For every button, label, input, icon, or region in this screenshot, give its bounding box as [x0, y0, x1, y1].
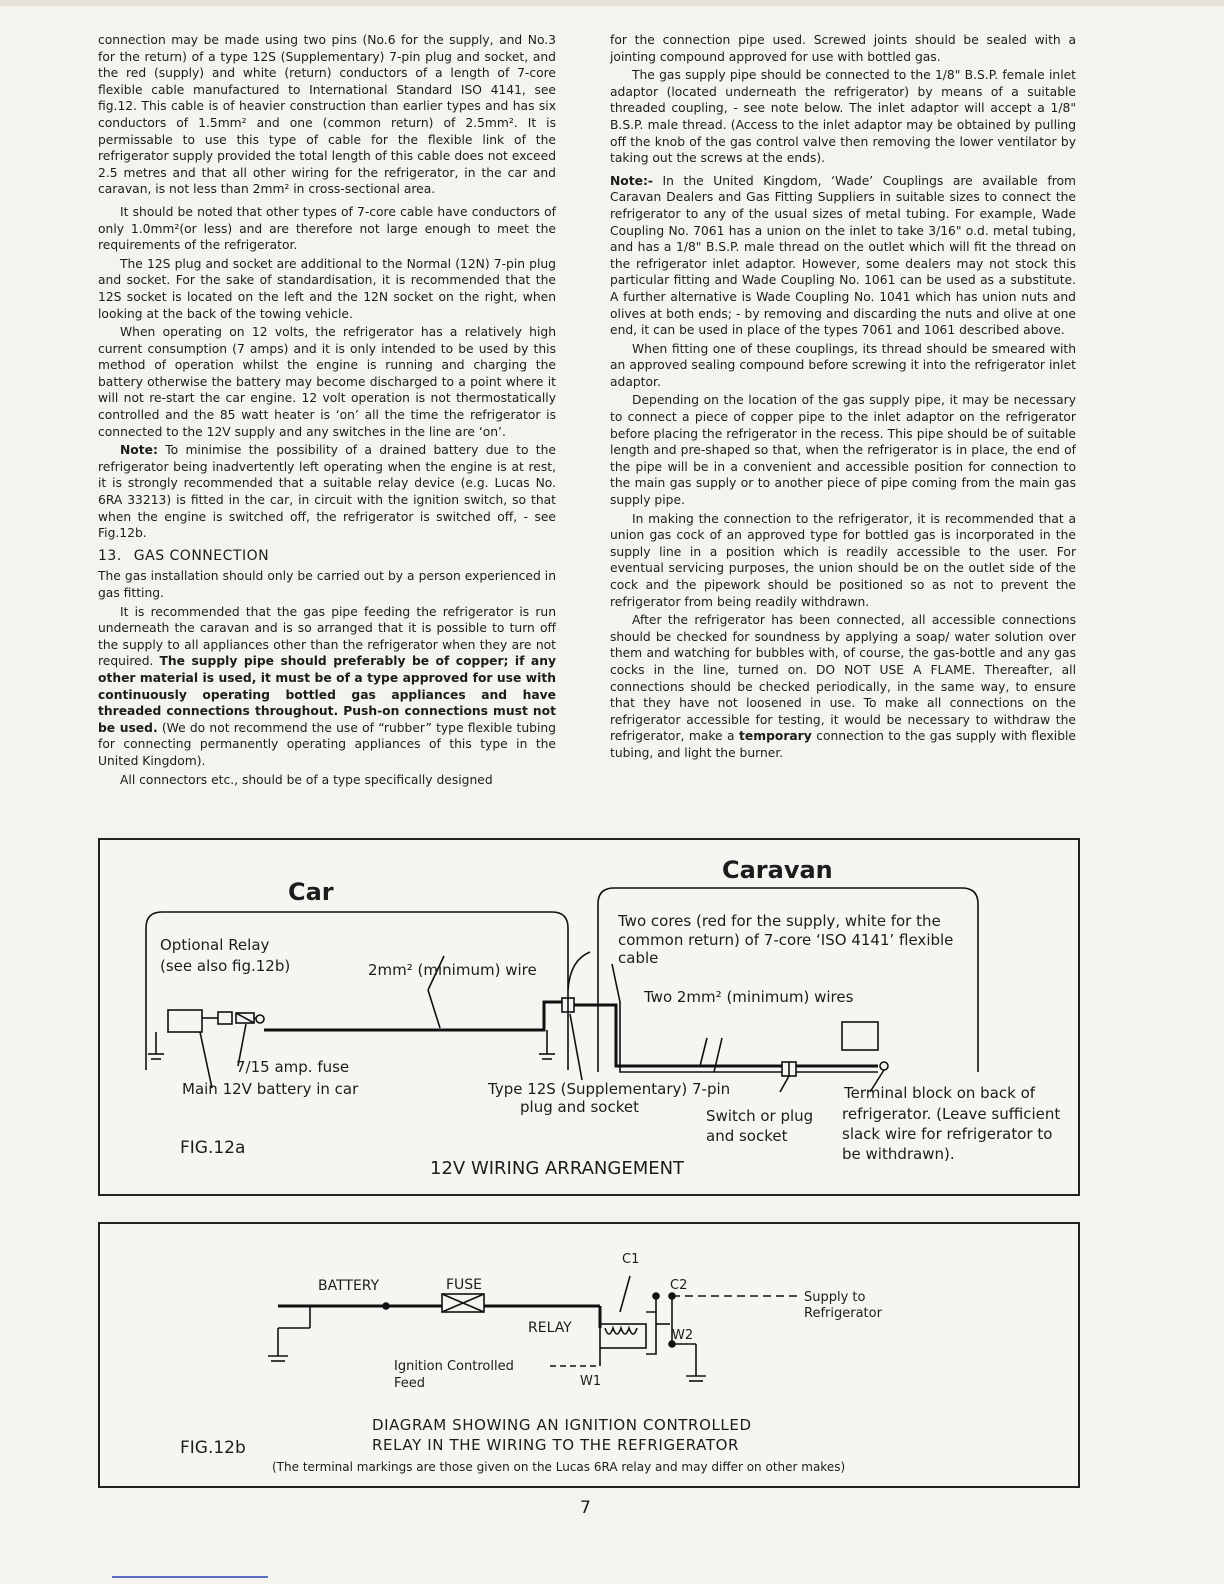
terminal-label-4: be withdrawn). [842, 1145, 955, 1163]
relay-label: RELAY [528, 1320, 572, 1336]
page-number: 7 [580, 1498, 591, 1518]
section-number: 13. [98, 547, 122, 564]
caravan-label: Caravan [722, 856, 833, 884]
terminal-label-1: Terminal block on back of [844, 1084, 1036, 1102]
wire-min-label: 2mm² (minimum) wire [368, 961, 537, 979]
page-edge [0, 0, 1224, 6]
car-wire [264, 1002, 562, 1030]
optional-relay-label: Optional Relay [160, 936, 270, 954]
figure-12b [98, 1222, 1080, 1488]
supply-label-1: Supply to [804, 1290, 866, 1305]
ignition-label-1: Ignition Controlled [394, 1359, 514, 1374]
right-paragraph-7 [610, 612, 1076, 761]
terminal-block [842, 1022, 878, 1050]
right-paragraph-1: for the connection pipe used. Screwed joints should be sealed with a jointing compound approved for use with bottled gas. [610, 33, 1076, 64]
right-paragraph-6: In making the connection to the refrigerator, it is recommended that a union gas cock of an approved type for bottled gas is incorporated in the supply line in a position which is readily accessible to the user. For eventual servicing purposes, the union should be on the outlet side of the cock and the pipework should be positioned so as not to prevent the refrigerator from being readily withdrawn. [610, 511, 1076, 609]
left-paragraph-note [98, 442, 556, 542]
p7-bold-text: The supply pipe should preferably be of copper; if any other material is used, it must be of a type approved for use with continuously operating bottled gas appliances and have threaded connections throughout. Push-on connections must not be used. [98, 654, 556, 735]
left-paragraph-6: The gas installation should only be carried out by a person experienced in gas fitting. [98, 569, 556, 600]
switch-label-1: Switch or plug [706, 1107, 814, 1125]
switch-label-2: and socket [706, 1127, 788, 1145]
right-paragraph-2: The gas supply pipe should be connected to the 1/8" B.S.P. female inlet adaptor (located underneath the refrigerator) by means of a suitable threaded coupling, - see note below. The inlet adaptor will accept a 1/8" B.S.P. male thread. (Access to the inlet adaptor may be obtained by pulling off the knob of the gas control valve then removing the lower ventilator by taking out the screws at the ends). [610, 68, 1076, 166]
terminal-w1: W1 [580, 1374, 602, 1389]
battery-symbol [168, 1010, 202, 1032]
two-cores-line-1: Two cores (red for the supply, white for the [618, 912, 941, 930]
left-paragraph-3: The 12S plug and socket are additional to the Normal (12N) 7-pin plug and socket. For the sake of standardisation, it is recommended that the 12S socket is located on the left and the 12N socket on the right, when looking at the back of the towing vehicle. [98, 256, 556, 321]
see-also-label: (see also fig.12b) [160, 957, 291, 975]
right-column [610, 32, 1076, 764]
fig12a-title: 12V WIRING ARRANGEMENT [430, 1158, 685, 1179]
left-column [98, 32, 556, 790]
section-heading-gas-connection [98, 548, 556, 565]
p7r-text: After the refrigerator has been connected, all accessible connections should be checked for soundness by applying a soap/ water solution over them and watching for bubbles with, of course, the gas-bottle and any gas cocks in the line, turned on. DO NOT USE A FLAME. Thereafter, all connections should be checked periodically, in the same way, to ensure that they have not loosened in use. To make all connections on the refrigerator accessible for testing, it would be necessary to withdraw the refrigerator, make a [610, 613, 1076, 744]
fuse-label-12b: FUSE [446, 1277, 483, 1293]
fig12b-label: FIG.12b [180, 1438, 246, 1458]
fuse-label: 7/15 amp. fuse [236, 1058, 350, 1076]
terminal-label-3: slack wire for refrigerator to [842, 1125, 1053, 1143]
p7r-bold: temporary [739, 729, 812, 744]
right-note-label: Note:- [610, 173, 653, 188]
note-text: To minimise the possibility of a drained battery due to the refrigerator being inadvertently left operating when the engine is at rest, it is strongly recommended that a suitable relay device (e.g. Lucas No. 6RA 33213) is fitted in the car, in circuit with the ignition switch, so that when the engine is switched off, the refrigerator is switched off, - see Fig.12b. [98, 443, 556, 541]
p7r-end: connection to the gas supply with flexible tubing, and light the burner. [610, 729, 1076, 760]
battery-label-12b: BATTERY [318, 1278, 380, 1294]
scan-mark [112, 1576, 268, 1578]
fig12b-title-2: RELAY IN THE WIRING TO THE REFRIGERATOR [372, 1436, 740, 1454]
plug-label-2: plug and socket [520, 1098, 639, 1116]
two-cores-line-2: common return) of 7-core ‘ISO 4141’ flexible [618, 931, 954, 949]
right-note-text: In the United Kingdom, ‘Wade’ Couplings are available from Caravan Dealers and Gas Fitting Suppliers in suitable sizes to connect the refrigerator to any of the usual sizes of metal tubing. For example, Wade Coupling No. 7061 has a union on the inlet to take 3/16" o.d. metal tubing, and has a 1/8" B.S.P. male thread on the outlet which will fit the thread on the refrigerator inlet adaptor. However, some dealers may not stock this particular fitting and Wade Coupling No. 1061 can be used as a substitute. A further alternative is Wade Coupling No. 1041 which has union nuts and olives at both ends; - by removing and discarding the nuts and olive at one end, it can be used in place of the types 7061 and 1061 described above. [610, 173, 1076, 338]
figure-12a [98, 838, 1080, 1196]
left-paragraph-7 [98, 604, 556, 770]
left-paragraph-8: All connectors etc., should be of a type specifically designed [120, 772, 493, 787]
right-paragraph-5: Depending on the location of the gas supply pipe, it may be necessary to connect a piece of copper pipe to the inlet adaptor on the refrigerator before placing the refrigerator in the recess. This pipe should be of suitable length and pre-shaped so that, when the refrigerator is in place, the end of the pipe will be in a convenient and accessible position for connection to the main gas supply or to another piece of pipe coming from the main gas supply pipe. [610, 393, 1076, 508]
battery-label: Main 12V battery in car [182, 1080, 359, 1098]
ignition-label-2: Feed [394, 1376, 426, 1391]
left-paragraph-4: When operating on 12 volts, the refrigerator has a relatively high current consumption (7 amps) and it is only intended to be used by this method of operation whilst the engine is running and charging the battery otherwise the battery may become discharged to a point where it will not re-start the car engine. 12 volt operation is not thermostatically controlled and the 85 watt heater is ‘on’ all the time the refrigerator is connected to the 12V supply and any switches in the line are ‘on’. [98, 325, 556, 439]
left-paragraph-1: connection may be made using two pins (No.6 for the supply, and No.3 for the return) of a type 12S (Supplementary) 7-pin plug and socket, and the red (supply) and white (return) conductors of a length of 7-core flexible cable manufactured to International Standard ISO 4141, see fig.12. This cable is of heavier construction than earlier types and has six conductors of 1.5mm² and one (common return) of 2.5mm². It is permissable to use this type of cable for the flexible link of the refrigerator supply provided the total length of this cable does not exceed 2.5 metres and that all other wiring for the refrigerator, in the car and caravan, is not less than 2mm² in cross-sectional area. [98, 33, 556, 197]
terminal-label-2: refrigerator. (Leave sufficient [842, 1105, 1061, 1123]
supply-label-2: Refrigerator [804, 1306, 882, 1321]
relay-symbol [218, 1012, 232, 1024]
p7-text-end: (We do not recommend the use of “rubber” type flexible tubing for connecting permanently operating appliances of this type in the United Kingdom). [98, 720, 556, 768]
fig12b-title-1: DIAGRAM SHOWING AN IGNITION CONTROLLED [372, 1416, 752, 1434]
two-wires-label: Two 2mm² (minimum) wires [644, 988, 854, 1006]
fig12a-label: FIG.12a [180, 1138, 246, 1158]
right-paragraph-note [610, 173, 1076, 339]
car-label: Car [288, 878, 334, 906]
relay-coil [600, 1324, 646, 1348]
relay-body [646, 1312, 656, 1354]
left-paragraph-2: It should be noted that other types of 7-core cable have conductors of only 1.0mm²(or less) and are therefore not large enough to meet the requirements of the refrigerator. [98, 204, 556, 253]
two-cores-line-3: cable [618, 949, 659, 967]
plug-label-1: Type 12S (Supplementary) 7-pin [488, 1080, 731, 1098]
right-paragraph-4: When fitting one of these couplings, its thread should be smeared with an approved sealing compound before screwing it into the refrigerator inlet adaptor. [610, 341, 1076, 389]
terminal-c1: C1 [622, 1252, 640, 1267]
terminal-c2: C2 [670, 1278, 688, 1293]
note-label: Note: [120, 443, 158, 458]
fig12b-note: (The terminal markings are those given on the Lucas 6RA relay and may differ on other makes) [272, 1460, 846, 1474]
section-title: GAS CONNECTION [133, 547, 270, 564]
terminal-w2: W2 [672, 1328, 694, 1343]
p7-text: It is recommended that the gas pipe feeding the refrigerator is run underneath the caravan and is so arranged that it is possible to turn off the supply to all appliances other than the refrigerator when they are not required. [98, 604, 556, 669]
